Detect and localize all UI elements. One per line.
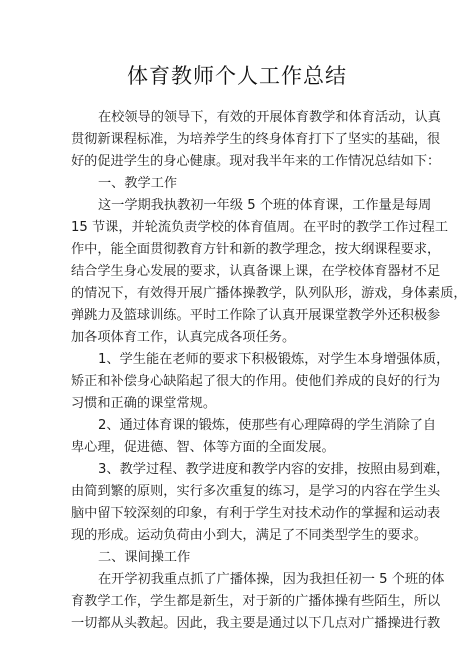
paragraph-line: 加各项体育工作，认真完成各项任务。 bbox=[71, 330, 296, 345]
paragraph-line: 结合学生身心发展的要求，认真备课上课，在学校体育器材不足 bbox=[71, 264, 441, 279]
paragraph-line: 作中，能全面贯彻教育方针和新的教学理念，按大纲课程要求， bbox=[71, 242, 441, 257]
paragraph-line: 的情况下，有效得开展广播体操教学，队列队形，游戏，身体素质， bbox=[71, 286, 467, 301]
paragraph-line: 脑中留下较深刻的印象，有利于学生对技术动作的掌握和运动表 bbox=[71, 506, 441, 521]
paragraph-line: 这一学期我执教初一年级 5 个班的体育课，工作量是每周 bbox=[98, 198, 432, 213]
paragraph-line: 弹跳力及篮球训练。平时工作除了认真开展课堂教学外还积极参 bbox=[71, 308, 441, 323]
paragraph-line: 1、学生能在老师的要求下积极锻炼，对学生本身增强体质， bbox=[98, 352, 450, 367]
paragraph-line: 由简到繁的原则，实行多次重复的练习，是学习的内容在学生头 bbox=[71, 484, 441, 499]
paragraph-line: 卑心理，促进德、智、体等方面的全面发展。 bbox=[71, 440, 335, 455]
paragraph-line: 习惯和正确的课堂常规。 bbox=[71, 396, 217, 411]
paragraph-line: 3、教学过程、教学进度和教学内容的安排，按照由易到难， bbox=[98, 462, 450, 477]
paragraph-line: 一切都从头教起。因此，我主要是通过以下几点对广播操进行教 bbox=[71, 616, 441, 631]
paragraph-line: 贯彻新课程标准，为培养学生的终身体育打下了坚实的基础，很 bbox=[71, 132, 441, 147]
paragraph-line: 2、通过体育课的锻炼，使那些有心理障碍的学生消除了自 bbox=[98, 418, 437, 433]
section-heading: 一、教学工作 bbox=[98, 176, 178, 191]
paragraph-line: 好的促进学生的身心健康。现对我半年来的工作情况总结如下： bbox=[71, 154, 441, 169]
paragraph-line: 在开学初我重点抓了广播体操，因为我担任初一 5 个班的体 bbox=[98, 572, 445, 587]
paragraph-line: 矫正和补偿身心缺陷起了很大的作用。使他们养成的良好的行为 bbox=[71, 374, 441, 389]
document-title: 体育教师个人工作总结 bbox=[127, 64, 347, 88]
section-heading: 二、课间操工作 bbox=[98, 550, 191, 565]
paragraph-line: 育教学工作，学生都是新生，对于新的广播体操有些陌生，所以 bbox=[71, 594, 441, 609]
paragraph-line: 现的形成。运动负荷由小到大，满足了不同类型学生的要求。 bbox=[71, 528, 428, 543]
paragraph-line: 在校领导的领导下，有效的开展体育教学和体育活动，认真 bbox=[98, 110, 441, 125]
paragraph-line: 15 节课，并轮流负责学校的体育值周。在平时的教学工作过程工 bbox=[71, 220, 449, 235]
